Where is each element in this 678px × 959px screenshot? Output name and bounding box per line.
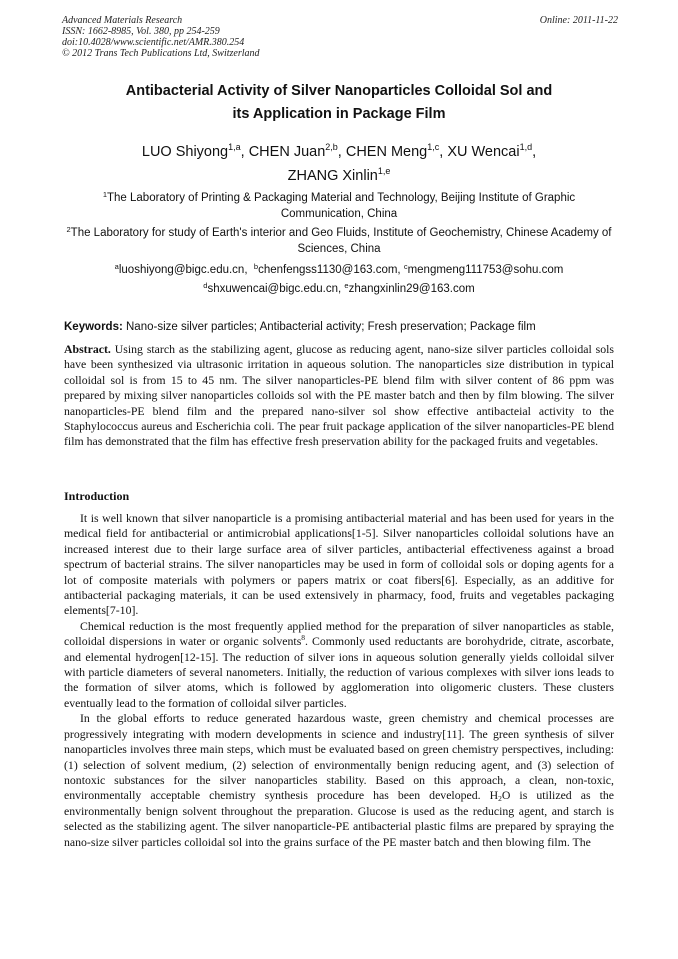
doi-line: doi:10.4028/www.scientific.net/AMR.380.254 bbox=[62, 37, 245, 48]
email-mark: a bbox=[114, 262, 119, 271]
email-line-1 bbox=[62, 261, 616, 280]
reference-mark: 8 bbox=[301, 633, 306, 643]
abstract bbox=[64, 342, 614, 450]
author-name: XU Wencai bbox=[447, 144, 520, 160]
section-heading-introduction: Introduction bbox=[64, 489, 130, 503]
paragraph-text: O is utilized as the environmentally benign solvent throughout the preparation. Glucose is used as the reducing agent, and starch is selected as the stabilizing agent. The silver nanoparticle-PE antibacterial plastic films are prepared by spraying the nano-size silver particles colloidal sol into the grains surface of the PE master batch and then blowing film. The bbox=[64, 788, 614, 849]
intro-paragraph-3 bbox=[64, 711, 614, 850]
author-affil-mark: 1,a bbox=[228, 142, 241, 152]
author-affil-mark: 1,c bbox=[427, 142, 440, 152]
author-name: CHEN Meng bbox=[345, 144, 428, 160]
affiliation-mark: 1 bbox=[102, 190, 107, 199]
email-mark: d bbox=[203, 281, 208, 290]
paragraph-text: . Commonly used reductants are borohydride, citrate, ascorbate, and elemental hydrogen[12-15]. The reduction of silver ions in aqueous solution generally yields colloidal silver with particle diameters of several nanometers. Initially, the reduction of various complexes with silver ions leads to the formation of silver atoms, which is followed by agglomeration into oligomeric clusters. These clusters eventually lead to the formation of colloidal silver particles. bbox=[64, 634, 614, 710]
copyright-line: © 2012 Trans Tech Publications Ltd, Switzerland bbox=[62, 48, 260, 59]
paragraph-text: Chemical reduction is the most frequently applied method for the preparation of silver nanoparticles as stable, colloidal dispersions in water or organic solvents bbox=[64, 618, 614, 649]
author-affil-mark: 1,e bbox=[377, 166, 391, 176]
email-link[interactable]: chenfengss1130@163.com, bbox=[258, 264, 401, 276]
paper-title bbox=[62, 80, 616, 126]
email-link[interactable]: luoshiyong@bigc.edu.cn, bbox=[118, 264, 248, 276]
keywords-label: Keywords: bbox=[64, 321, 123, 333]
author-affil-mark: 1,d bbox=[519, 142, 533, 152]
author-emails bbox=[62, 261, 616, 299]
affiliation-mark: 2 bbox=[66, 225, 71, 234]
email-mark: e bbox=[344, 281, 349, 290]
author-name: CHEN Juan bbox=[248, 144, 326, 160]
journal-name: Advanced Materials Research bbox=[62, 15, 183, 26]
author-line-2 bbox=[62, 164, 616, 188]
abstract-label: Abstract. bbox=[64, 342, 111, 356]
author-list bbox=[62, 140, 616, 188]
email-link[interactable]: shxuwencai@bigc.edu.cn, bbox=[207, 283, 342, 295]
email-link[interactable]: zhangxinlin29@163.com bbox=[348, 283, 475, 295]
intro-paragraph-2 bbox=[64, 619, 614, 711]
author-name: ZHANG Xinlin bbox=[287, 168, 378, 184]
email-mark: c bbox=[403, 262, 408, 271]
affiliation-text: The Laboratory for study of Earth's interior and Geo Fluids, Institute of Geochemistry, Chinese Academy of Sciences, China bbox=[70, 227, 612, 255]
author-line-1 bbox=[62, 140, 616, 164]
intro-paragraph-1: It is well known that silver nanoparticle is a promising antibacterial material and has been used for years in the medical field for antibacterial or antimicrobial applications[1-5]. Silver nanoparticles colloidal solutions have an increased interest due to their large surface area of silver particles, antibacterial effectiveness against a broad spectrum of bacterial strains. The silver nanoparticles may be used in form of colloidal sols or doping agents for a lot of composite materials with polymers or papers matrix or coat fibers[6]. Especially, as an additive for antibacterial packaging materials, it can be used extensively in pharmacy, food, fruits and vegetables packaging elements[7-10]. bbox=[64, 511, 614, 618]
issn-line: ISSN: 1662-8985, Vol. 380, pp 254-259 bbox=[62, 26, 220, 37]
keywords-text: Nano-size silver particles; Antibacterial activity; Fresh preservation; Package film bbox=[122, 321, 536, 333]
abstract-text: Using starch as the stabilizing agent, glucose as reducing agent, nano-size silver particles colloidal sols have been synthesized via ultrasonic irritation in aqueous solution. The nanoparticles size distribution in typical colloidal sol is from 15 to 45 nm. The silver nanoparticles-PE blend film with silver content of 86 ppm was prepared by mixing silver nanoparticles colloids sol with the PE master batch and then by film blowing. The silver nanoparticles-PE blend film and the prepared nano-silver sol show effective antibacteial activity to the Staphylococcus aureus and Escherichia coli. The pear fruit package application of the silver nanoparticles-PE blend film has demonstrated that the film has effective fresh preservation ability for the packaged fruits and vegetables. bbox=[64, 342, 614, 449]
affiliation-1 bbox=[62, 190, 616, 222]
title-line-2: its Application in Package Film bbox=[232, 106, 446, 122]
author-separator: , bbox=[337, 144, 346, 160]
title-line-1: Antibacterial Activity of Silver Nanoparticles Colloidal Sol and bbox=[125, 83, 553, 99]
author-separator: , bbox=[532, 144, 537, 160]
author-name: LUO Shiyong bbox=[141, 144, 229, 160]
keywords bbox=[64, 320, 616, 335]
affiliation-text: The Laboratory of Printing & Packaging Material and Technology, Beijing Institute of Graphic Communication, China bbox=[107, 192, 576, 220]
subscript: 2 bbox=[498, 794, 502, 804]
paragraph-text: In the global efforts to reduce generated hazardous waste, green chemistry and chemical processes are progressively integrating with modern developments in science and industry[11]. The green synthesis of silver nanoparticles involves three main steps, which must be evaluated based on green chemistry perspectives, including: (1) selection of solvent medium, (2) selection of environmentally benign reducing agent, and (3) selection of nontoxic substances for the silver nanoparticles stability. Based on this approach, a clean, non-toxic, environmentally acceptable chemistry synthesis procedure has been developed. H bbox=[64, 711, 614, 803]
email-mark: b bbox=[253, 262, 259, 271]
running-header bbox=[62, 15, 618, 59]
introduction-body bbox=[64, 511, 614, 850]
email-link[interactable]: mengmeng111753@sohu.com bbox=[407, 264, 564, 276]
author-affil-mark: 2,b bbox=[325, 142, 338, 152]
email-line-2 bbox=[62, 280, 616, 299]
author-separator: , bbox=[439, 144, 448, 160]
author-separator: , bbox=[240, 144, 249, 160]
affiliation-2 bbox=[62, 225, 616, 257]
online-date: Online: 2011-11-22 bbox=[539, 15, 618, 26]
